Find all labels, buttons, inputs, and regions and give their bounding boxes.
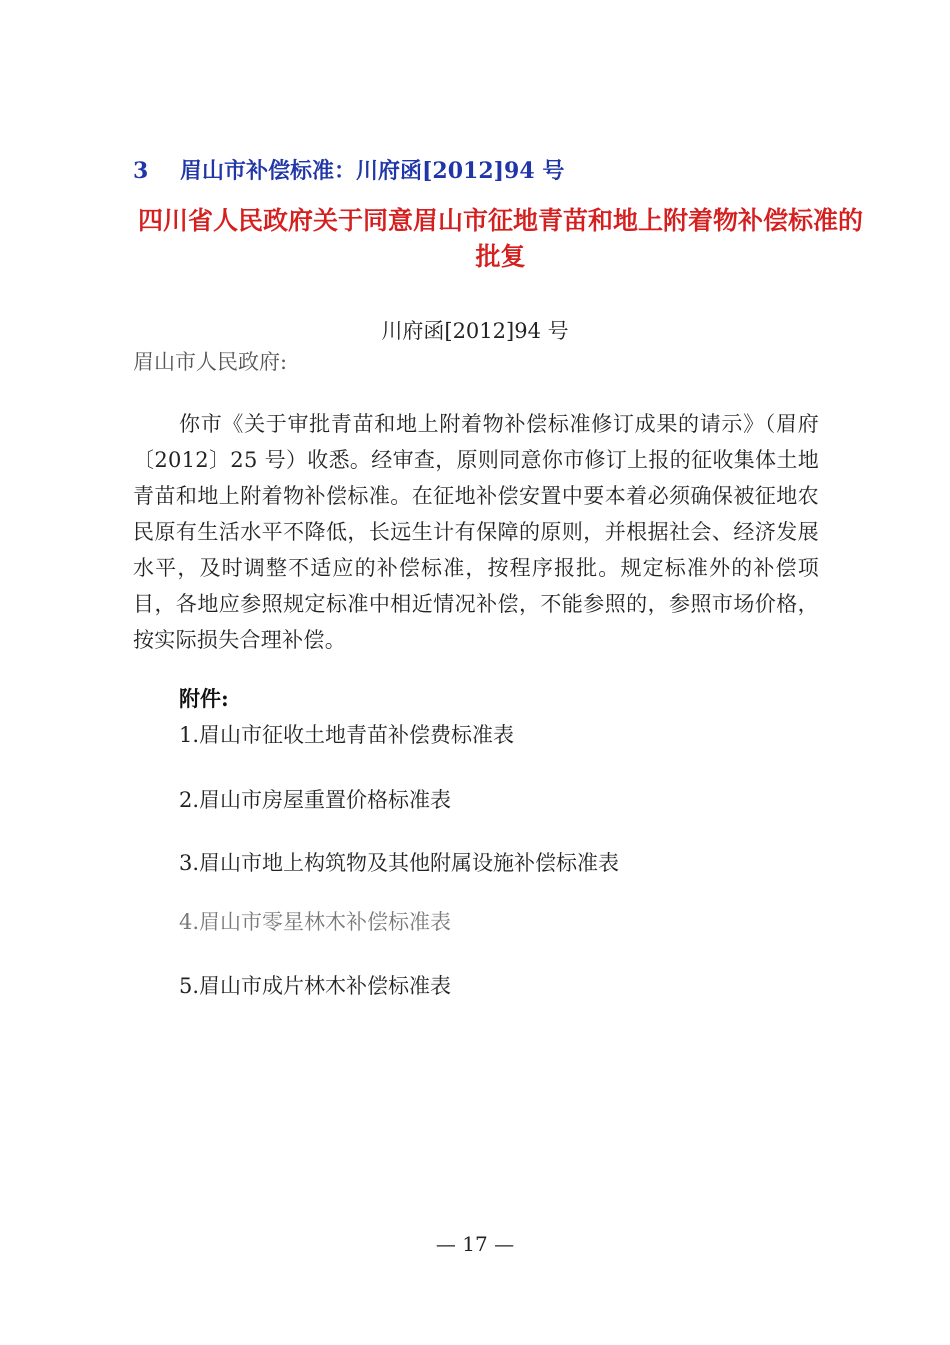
document-number: 川府函[2012]94 号 [381, 319, 569, 343]
attachment-item-3: 3.眉山市地上构筑物及其他附属设施补偿标准表 [179, 851, 620, 875]
recipient: 眉山市人民政府: [133, 350, 288, 374]
attachment-item-5: 5.眉山市成片林木补偿标准表 [179, 974, 452, 998]
page-number: — 17 — [435, 1232, 515, 1256]
section-heading [133, 154, 564, 185]
attachment-item-2: 2.眉山市房屋重置价格标准表 [179, 788, 452, 812]
document-title: 四川省人民政府关于同意眉山市征地青苗和地上附着物补偿标准的批复 [137, 206, 863, 271]
attachment-item-1: 1.眉山市征收土地青苗补偿费标准表 [179, 723, 515, 747]
body-paragraph: 你市《关于审批青苗和地上附着物补偿标准修订成果的请示》（眉府〔2012〕25 号）收悉。经审查，原则同意你市修订上报的征收集体土地青苗和地上附着物补偿标准。在征地补偿安置中要本着必须确保被征地农民原有生活水平不降低，长远生计有保障的原则，并根据社会、经济发展水平，及时调整不适应的补偿标准，按程序报批。规定标准外的补偿项目，各地应参照规定标准中相近情况补偿，不能参照的，参照市场价格，按实际损失合理补偿。 [133, 412, 819, 652]
section-number: 3 [133, 158, 149, 184]
attachments-label: 附件: [179, 686, 229, 711]
section-title: 眉山市补偿标准：川府函[2012]94 号 [180, 158, 565, 184]
attachment-item-4: 4.眉山市零星林木补偿标准表 [179, 910, 452, 934]
